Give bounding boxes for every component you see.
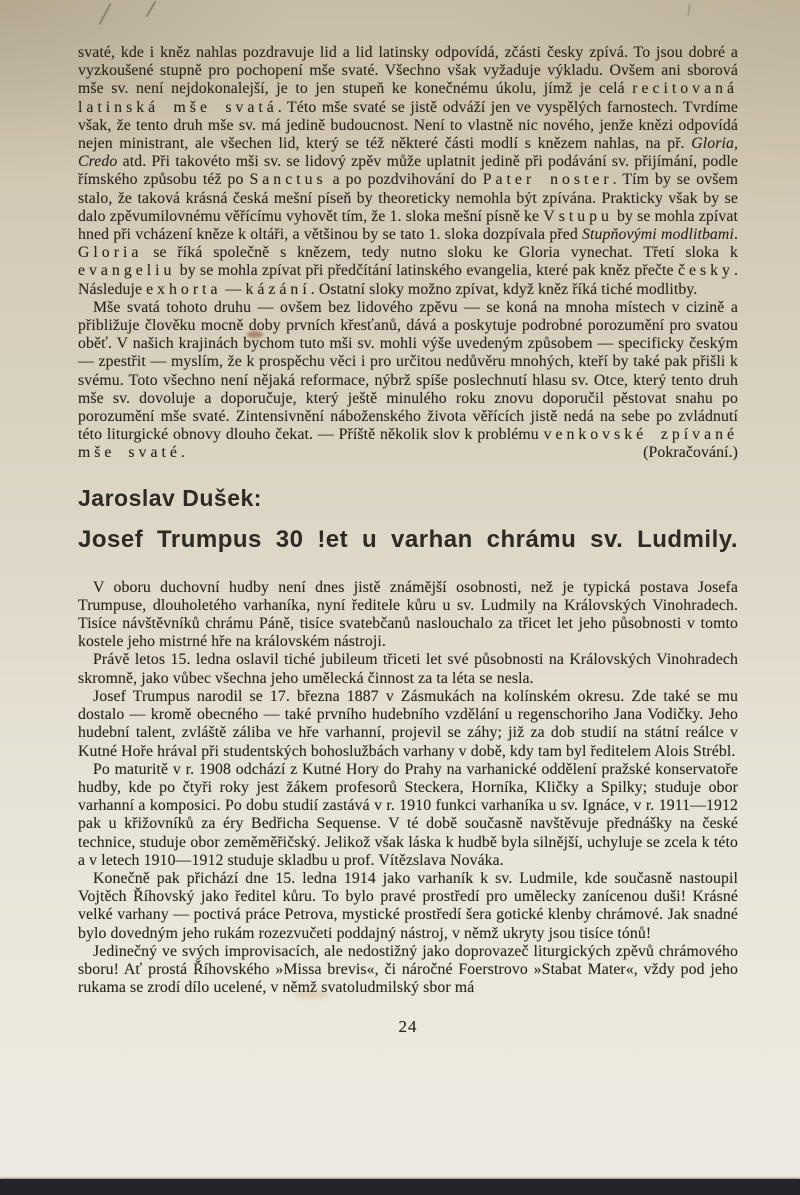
article-paragraph-2: Právě letos 15. ledna oslavil tiché jubileum třiceti let své působnosti na Královských Vinohradech skromně, jako vůbec všechna jeho umělecká činnost za ta léta se nesla. <box>78 651 738 687</box>
scan-bottom-edge <box>0 1179 800 1195</box>
article-paragraph-6: Jedinečný ve svých improvisacích, ale nedostižný jako doprovazeč liturgických zpěvů chrámového sboru! Ať prostá Říhovského »Missa brevis«, či náročné Foerstrovo »Stabat Mater«, vždy pod jeho rukama se zrodí dílo ucelené, v němž svatoludmilský sbor má <box>78 942 738 997</box>
page-number: 24 <box>398 1017 418 1037</box>
article-paragraph-4: Po maturitě v r. 1908 odchází z Kutné Hory do Prahy na varhanické oddělení pražské konservatoře hudby, kde po čtyři roky jest žákem profesorů Steckera, Horníka, Kličky a Spilky; studuje obor varhanní a komposici. Po dobu studií zastává v r. 1910 funkci varhaníka u sv. Ignáce, v r. 1911—1912 pak u křižovníků za éry Bedřicha Sequense. V té době současně navštěvuje přednášky na české technice, studuje obor zeměměřičský. Jelikož však láska k hudbě byla silnější, uchyluje se zcela k této a v letech 1910—1912 studuje skladbu u prof. Vítězslava Nováka. <box>78 760 738 869</box>
page-footer <box>78 1017 738 1037</box>
article-body <box>78 579 738 998</box>
continuation-note: (Pokračování.) <box>643 444 738 462</box>
article-header <box>78 485 738 555</box>
continuation-paragraph-1: svaté, kde i kněz nahlas pozdravuje lid a lid latinsky odpovídá, zčásti česky zpívá. To jsou dobré a vyzkoušené stupně pro pochopení mše svaté. Všechno však vyžaduje výkladu. Ovšem ani sborová mše sv. není nejdokonalejší, je to jen stupeň ke konečnému úkolu, jímž je celá recitovaná latinská mše svatá. Této mše svaté se jistě odváží jen ve vyspělých farnostech. Tvrdíme však, že tento druh mše sv. má jedině budoucnost. Není to vlastně nic nového, jenže knězi odpovídá nejen ministrant, ale všechen lid, který se též některé části modlí s knězem nahlas, na př. Gloria, Credo atd. Při takovéto mši sv. se lidový zpěv může uplatnit jedině při podávání sv. přijímání, podle římského způsobu též po Sanctus a po pozdvihování do Pater noster. Tím by se ovšem stalo, že taková krásná česká mešní píseň by theoreticky nemohla být zpívána. Prakticky však by se dalo zpěvumilovnému věřícímu vyhovět tím, že 1. sloka mešní písně ke Vstupu by se mohla zpívat hned při vcházení kněze k oltáři, a většinou by se tato 1. sloka dozpívala před Stupňovými modlitbami. Gloria se říká společně s knězem, tedy nutno sloku ke Gloria vynechat. Třetí sloka k evangeliu by se mohla zpívat při předčítání latinského evangelia, které pak kněz přečte česky. Následuje exhorta — kázání. Ostatní sloky možno zpívat, když kněz říká tiché modlitby. <box>78 44 739 298</box>
continuation-paragraph-2-text: Mše svatá tohoto druhu — ovšem bez lidového zpěvu — se koná na mnoha místech v cizině a přibližuje člověku mocně doby prvních křesťanů, dává a poskytuje podrobné porozumění pro svatou oběť. V našich krajinách bychom tuto mši sv. mohli výše uvedeným způsobem — specificky českým — zpestřit — myslím, že k prospěchu věci i pro určitou nedůvěru mnohých, kteří by také pak přišli k svému. Toto všechno není nějaká reformace, nýbrž spíše poslechnutí hlasu sv. Otce, který tento druh mše sv. dovoluje a doporučuje, který ještě minulého roku znovu doporučil pěstovat snahu po porozumění mše svaté. Zintensivnění náboženského života věřících jistě nedá na sebe po zvládnutí této liturgické obnovy dlouho čekat. — Příště několik slov k problému venkovské zpívané mše svaté. <box>78 298 738 462</box>
continuation-paragraph-2 <box>78 299 738 463</box>
article-title: Josef Trumpus 30 !et u varhan chrámu sv. Ludmily. <box>78 525 738 553</box>
article-paragraph-3: Josef Trumpus narodil se 17. března 1887 v Zásmukách na kolínském okresu. Zde také se mu dostalo — kromě obecného — také prvního hudebního vzdělání u regenschoriho Jana Vodičky. Jeho hudební talent, zvláště záliba ve hře varhanní, projevil se záhy; již za dob studií na státní reálce v Kutné Hoře hrával při studentských bohoslužbách varhany v době, kdy tam byl ředitelem Alois Strébl. <box>78 687 738 760</box>
article-paragraph-1: V oboru duchovní hudby není dnes jistě známější osobnosti, než je typická postava Josefa Trumpuse, dlouholetého varhaníka, nyní ředitele kůru u sv. Ludmily na Královských Vinohradech. Tisíce návštěvníků chrámu Páně, tisíce svatebčanů naslouchalo za třicet let jeho působnosti v tomto kostele jeho mistrné hře na královském nástroji. <box>78 578 738 651</box>
article-author: Jaroslav Dušek: <box>78 484 262 511</box>
continuation-article <box>78 44 738 463</box>
article-paragraph-5: Konečně pak přichází dne 15. ledna 1914 jako varhaník k sv. Ludmile, kde současně nastoupil Vojtěch Říhovský jako ředitel kůru. To bylo pravé prostředí pro umělecky zanícenou duši! Krásné velké varhany — poctivá práce Petrova, mystické prostředí šera gotické klenby chrámové. Jak snadné bylo dovedným jeho rukám rozezvučeti poddajný nástroj, v němž ukryty jsou tisíce tónů! <box>78 869 738 942</box>
